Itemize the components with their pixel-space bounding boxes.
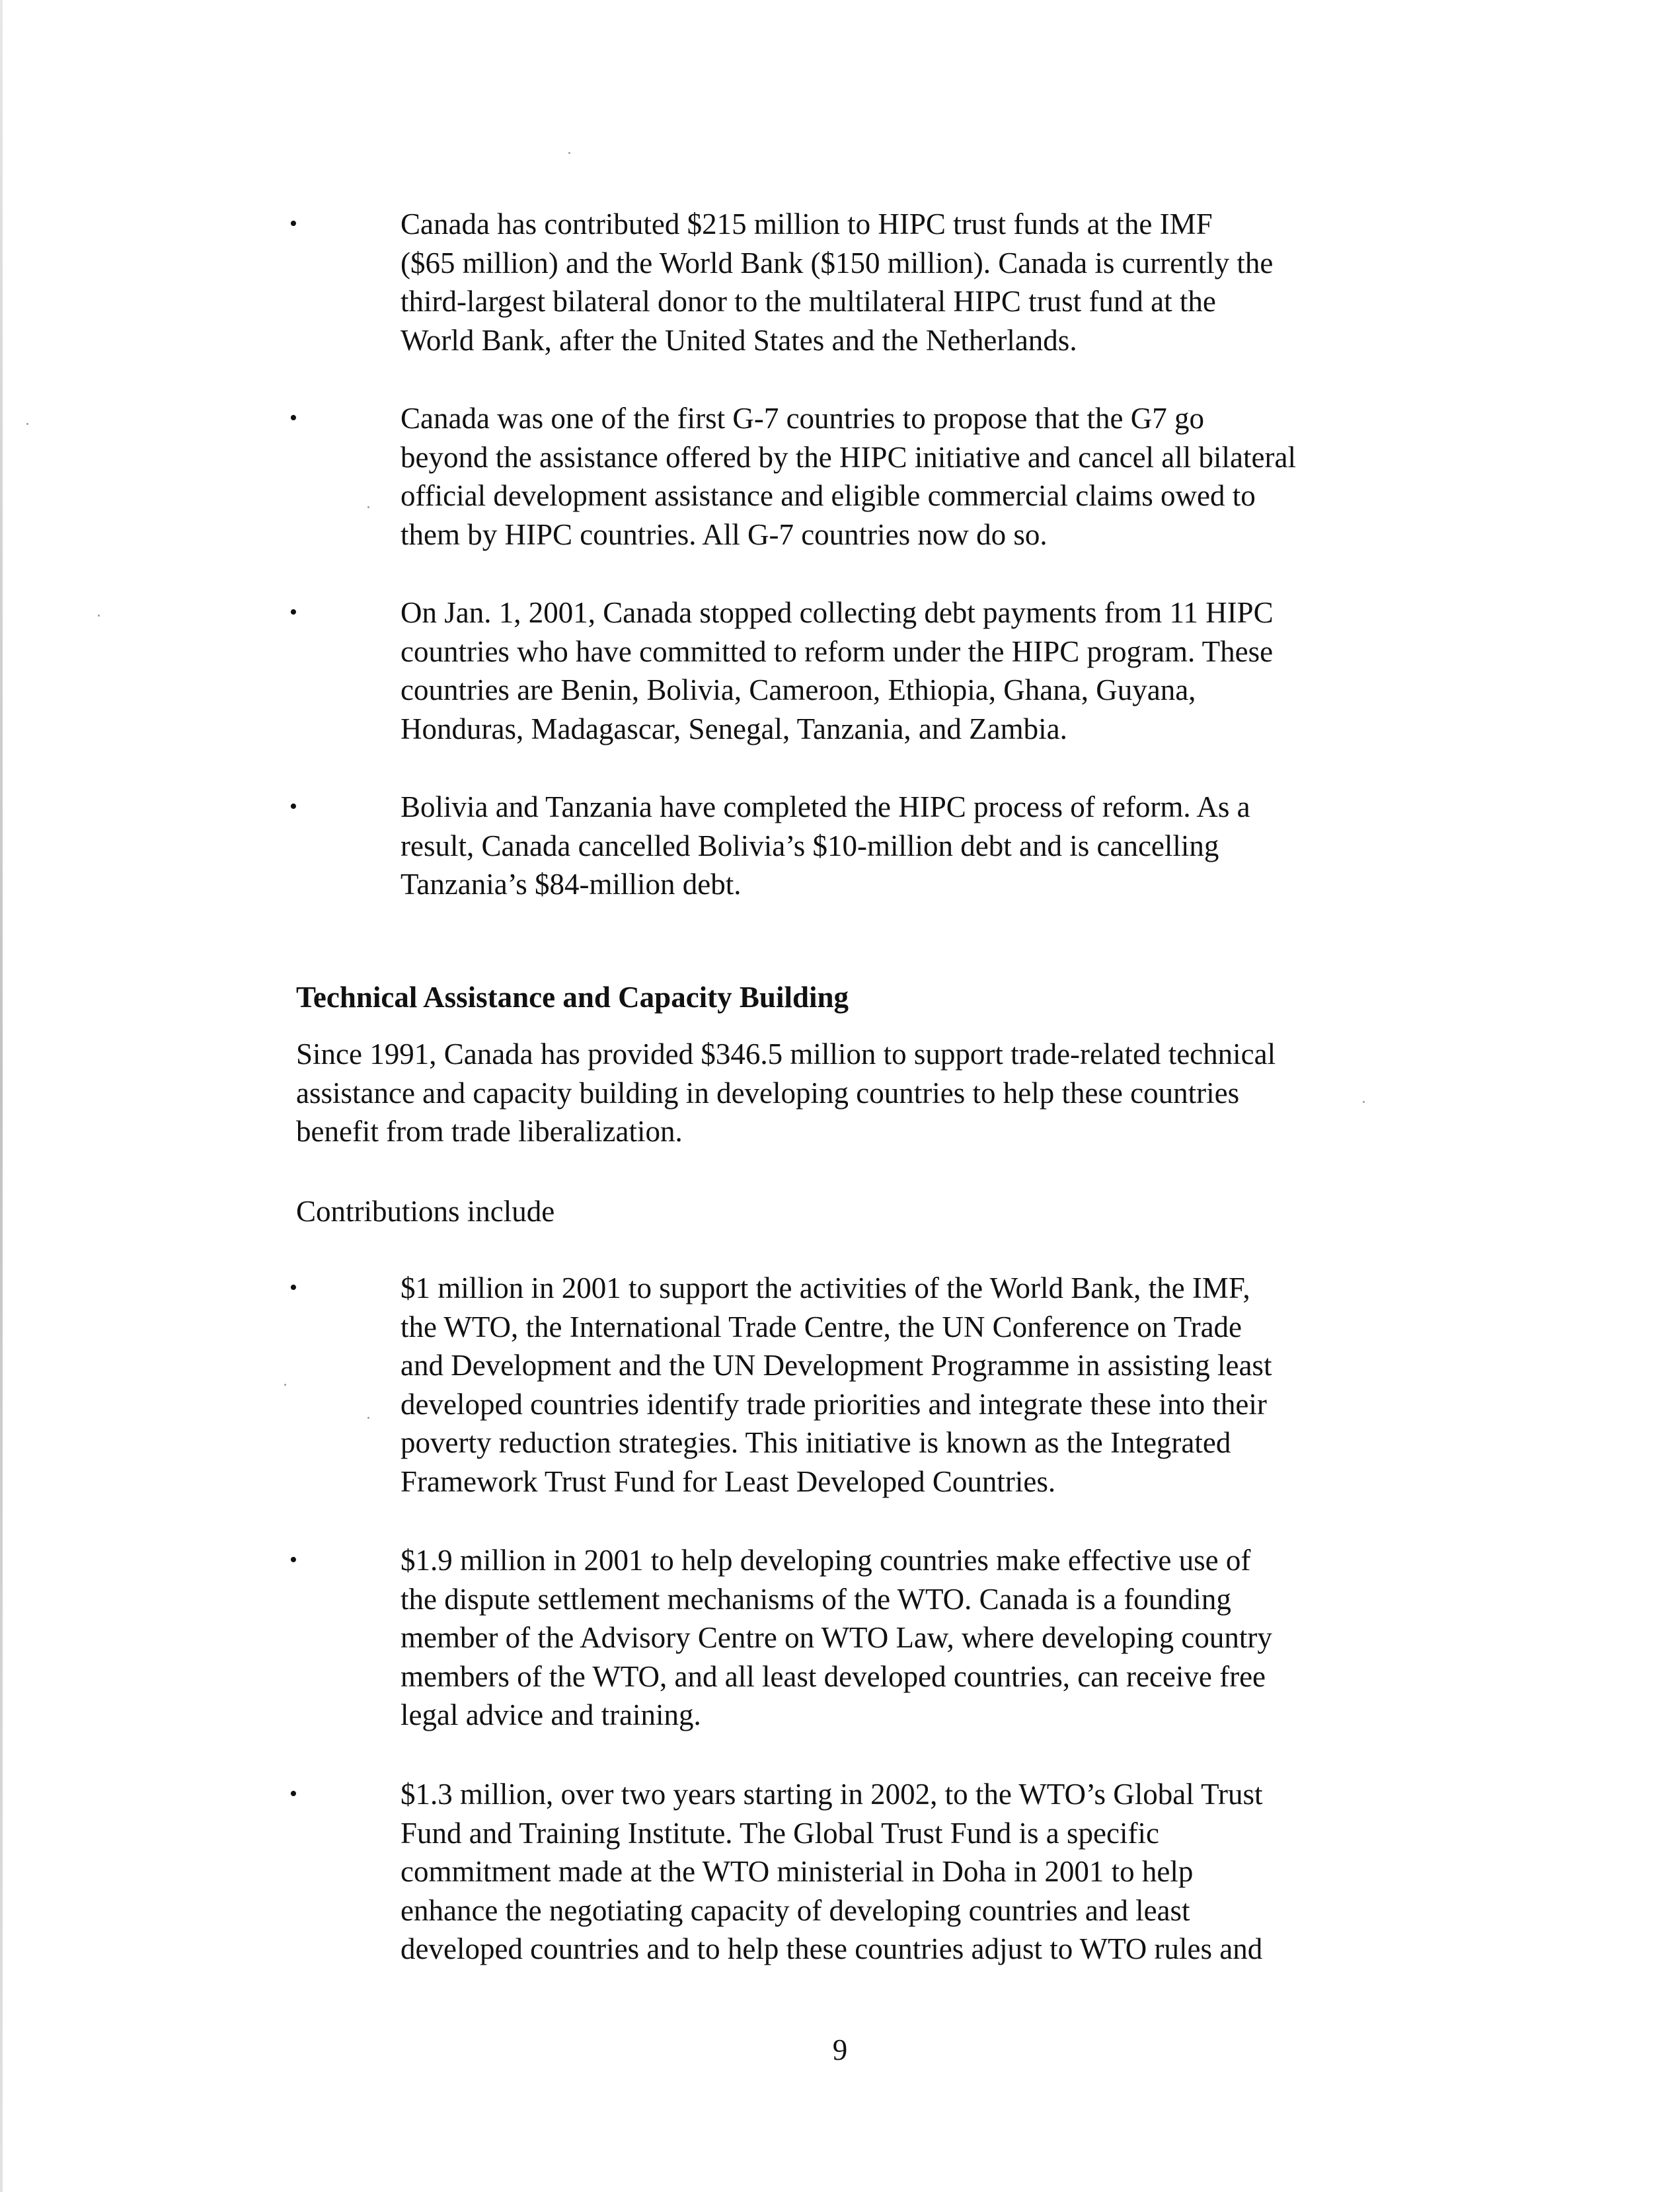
text-line: developed countries identify trade priorities and integrate these into their bbox=[401, 1387, 1267, 1421]
text-line: countries are Benin, Bolivia, Cameroon, Ethiopia, Ghana, Guyana, bbox=[401, 673, 1196, 706]
bullet-marker: • bbox=[289, 1548, 297, 1572]
text-line: legal advice and training. bbox=[401, 1698, 701, 1731]
text-line: and Development and the UN Development Programme in assisting least bbox=[401, 1349, 1272, 1382]
text-line: On Jan. 1, 2001, Canada stopped collecting debt payments from 11 HIPC bbox=[401, 596, 1274, 629]
text-line: benefit from trade liberalization. bbox=[296, 1115, 683, 1148]
section-heading: Technical Assistance and Capacity Building bbox=[296, 981, 849, 1014]
scan-speck bbox=[26, 423, 28, 425]
text-line: Fund and Training Institute. The Global Trust Fund is a specific bbox=[401, 1816, 1159, 1850]
text-line: countries who have committed to reform under the HIPC program. These bbox=[401, 634, 1274, 668]
text-line: member of the Advisory Centre on WTO Law, where developing country bbox=[401, 1621, 1272, 1654]
text-line: Tanzania’s $84-million debt. bbox=[401, 868, 742, 901]
bullet-text bbox=[401, 1775, 1398, 1969]
bullet-marker: • bbox=[289, 1275, 297, 1300]
text-line: $1.3 million, over two years starting in 2002, to the WTO’s Global Trust bbox=[401, 1778, 1263, 1811]
text-line: members of the WTO, and all least developed countries, can receive free bbox=[401, 1659, 1266, 1693]
scan-speck bbox=[284, 1384, 286, 1386]
text-line: beyond the assistance offered by the HIPC initiative and cancel all bilateral bbox=[401, 440, 1296, 474]
text-line: developed countries and to help these countries adjust to WTO rules and bbox=[401, 1932, 1263, 1965]
text-line: Bolivia and Tanzania have completed the HIPC process of reform. As a bbox=[401, 790, 1250, 823]
bullet-marker: • bbox=[289, 406, 297, 430]
text-line: Since 1991, Canada has provided $346.5 million to support trade-related technical bbox=[296, 1038, 1276, 1071]
scan-speck bbox=[367, 506, 369, 508]
text-line: result, Canada cancelled Bolivia’s $10-million debt and is cancelling bbox=[401, 829, 1219, 862]
bullet-text bbox=[401, 788, 1398, 904]
text-line: Canada was one of the first G-7 countries to propose that the G7 go bbox=[401, 402, 1204, 435]
bullet-marker: • bbox=[289, 600, 297, 624]
bullet-marker: • bbox=[289, 1782, 297, 1806]
text-line: the WTO, the International Trade Centre, the UN Conference on Trade bbox=[401, 1310, 1242, 1343]
scan-edge-shadow bbox=[0, 0, 3, 2192]
text-line: them by HIPC countries. All G-7 countries now do so. bbox=[401, 517, 1048, 551]
text-line: Honduras, Madagascar, Senegal, Tanzania, and Zambia. bbox=[401, 712, 1067, 745]
bullet-text bbox=[401, 1541, 1398, 1735]
bullet-text bbox=[401, 205, 1398, 359]
text-line: assistance and capacity building in developing countries to help these countries bbox=[296, 1076, 1240, 1110]
text-line: commitment made at the WTO ministerial in Doha in 2001 to help bbox=[401, 1855, 1194, 1888]
scan-speck bbox=[98, 615, 100, 617]
section-intro-paragraph bbox=[296, 1035, 1420, 1151]
text-line: $1 million in 2001 to support the activities of the World Bank, the IMF, bbox=[401, 1271, 1250, 1304]
text-line: Canada has contributed $215 million to HIPC trust funds at the IMF bbox=[401, 208, 1213, 241]
text-line: poverty reduction strategies. This initiative is known as the Integrated bbox=[401, 1426, 1231, 1459]
text-line: official development assistance and eligible commercial claims owed to bbox=[401, 479, 1256, 512]
scan-speck bbox=[367, 1417, 369, 1419]
text-line: Framework Trust Fund for Least Developed Countries. bbox=[401, 1464, 1056, 1498]
bullet-marker: • bbox=[289, 211, 297, 236]
bullet-text bbox=[401, 593, 1398, 748]
text-line: ($65 million) and the World Bank ($150 million). Canada is currently the bbox=[401, 246, 1274, 280]
text-line: Contributions include bbox=[296, 1195, 555, 1228]
page-number: 9 bbox=[832, 2033, 848, 2066]
text-line: third-largest bilateral donor to the multilateral HIPC trust fund at the bbox=[401, 285, 1216, 318]
text-line: enhance the negotiating capacity of developing countries and least bbox=[401, 1893, 1190, 1927]
scan-speck bbox=[568, 152, 570, 154]
text-line: World Bank, after the United States and the Netherlands. bbox=[401, 323, 1077, 357]
text-line: the dispute settlement mechanisms of the WTO. Canada is a founding bbox=[401, 1582, 1231, 1616]
bullet-marker: • bbox=[289, 794, 297, 819]
bullet-text bbox=[401, 399, 1398, 554]
bullet-text bbox=[401, 1269, 1398, 1501]
scan-speck bbox=[1363, 1101, 1365, 1103]
text-line: $1.9 million in 2001 to help developing countries make effective use of bbox=[401, 1544, 1251, 1577]
contributions-lead-in bbox=[296, 1192, 1420, 1231]
